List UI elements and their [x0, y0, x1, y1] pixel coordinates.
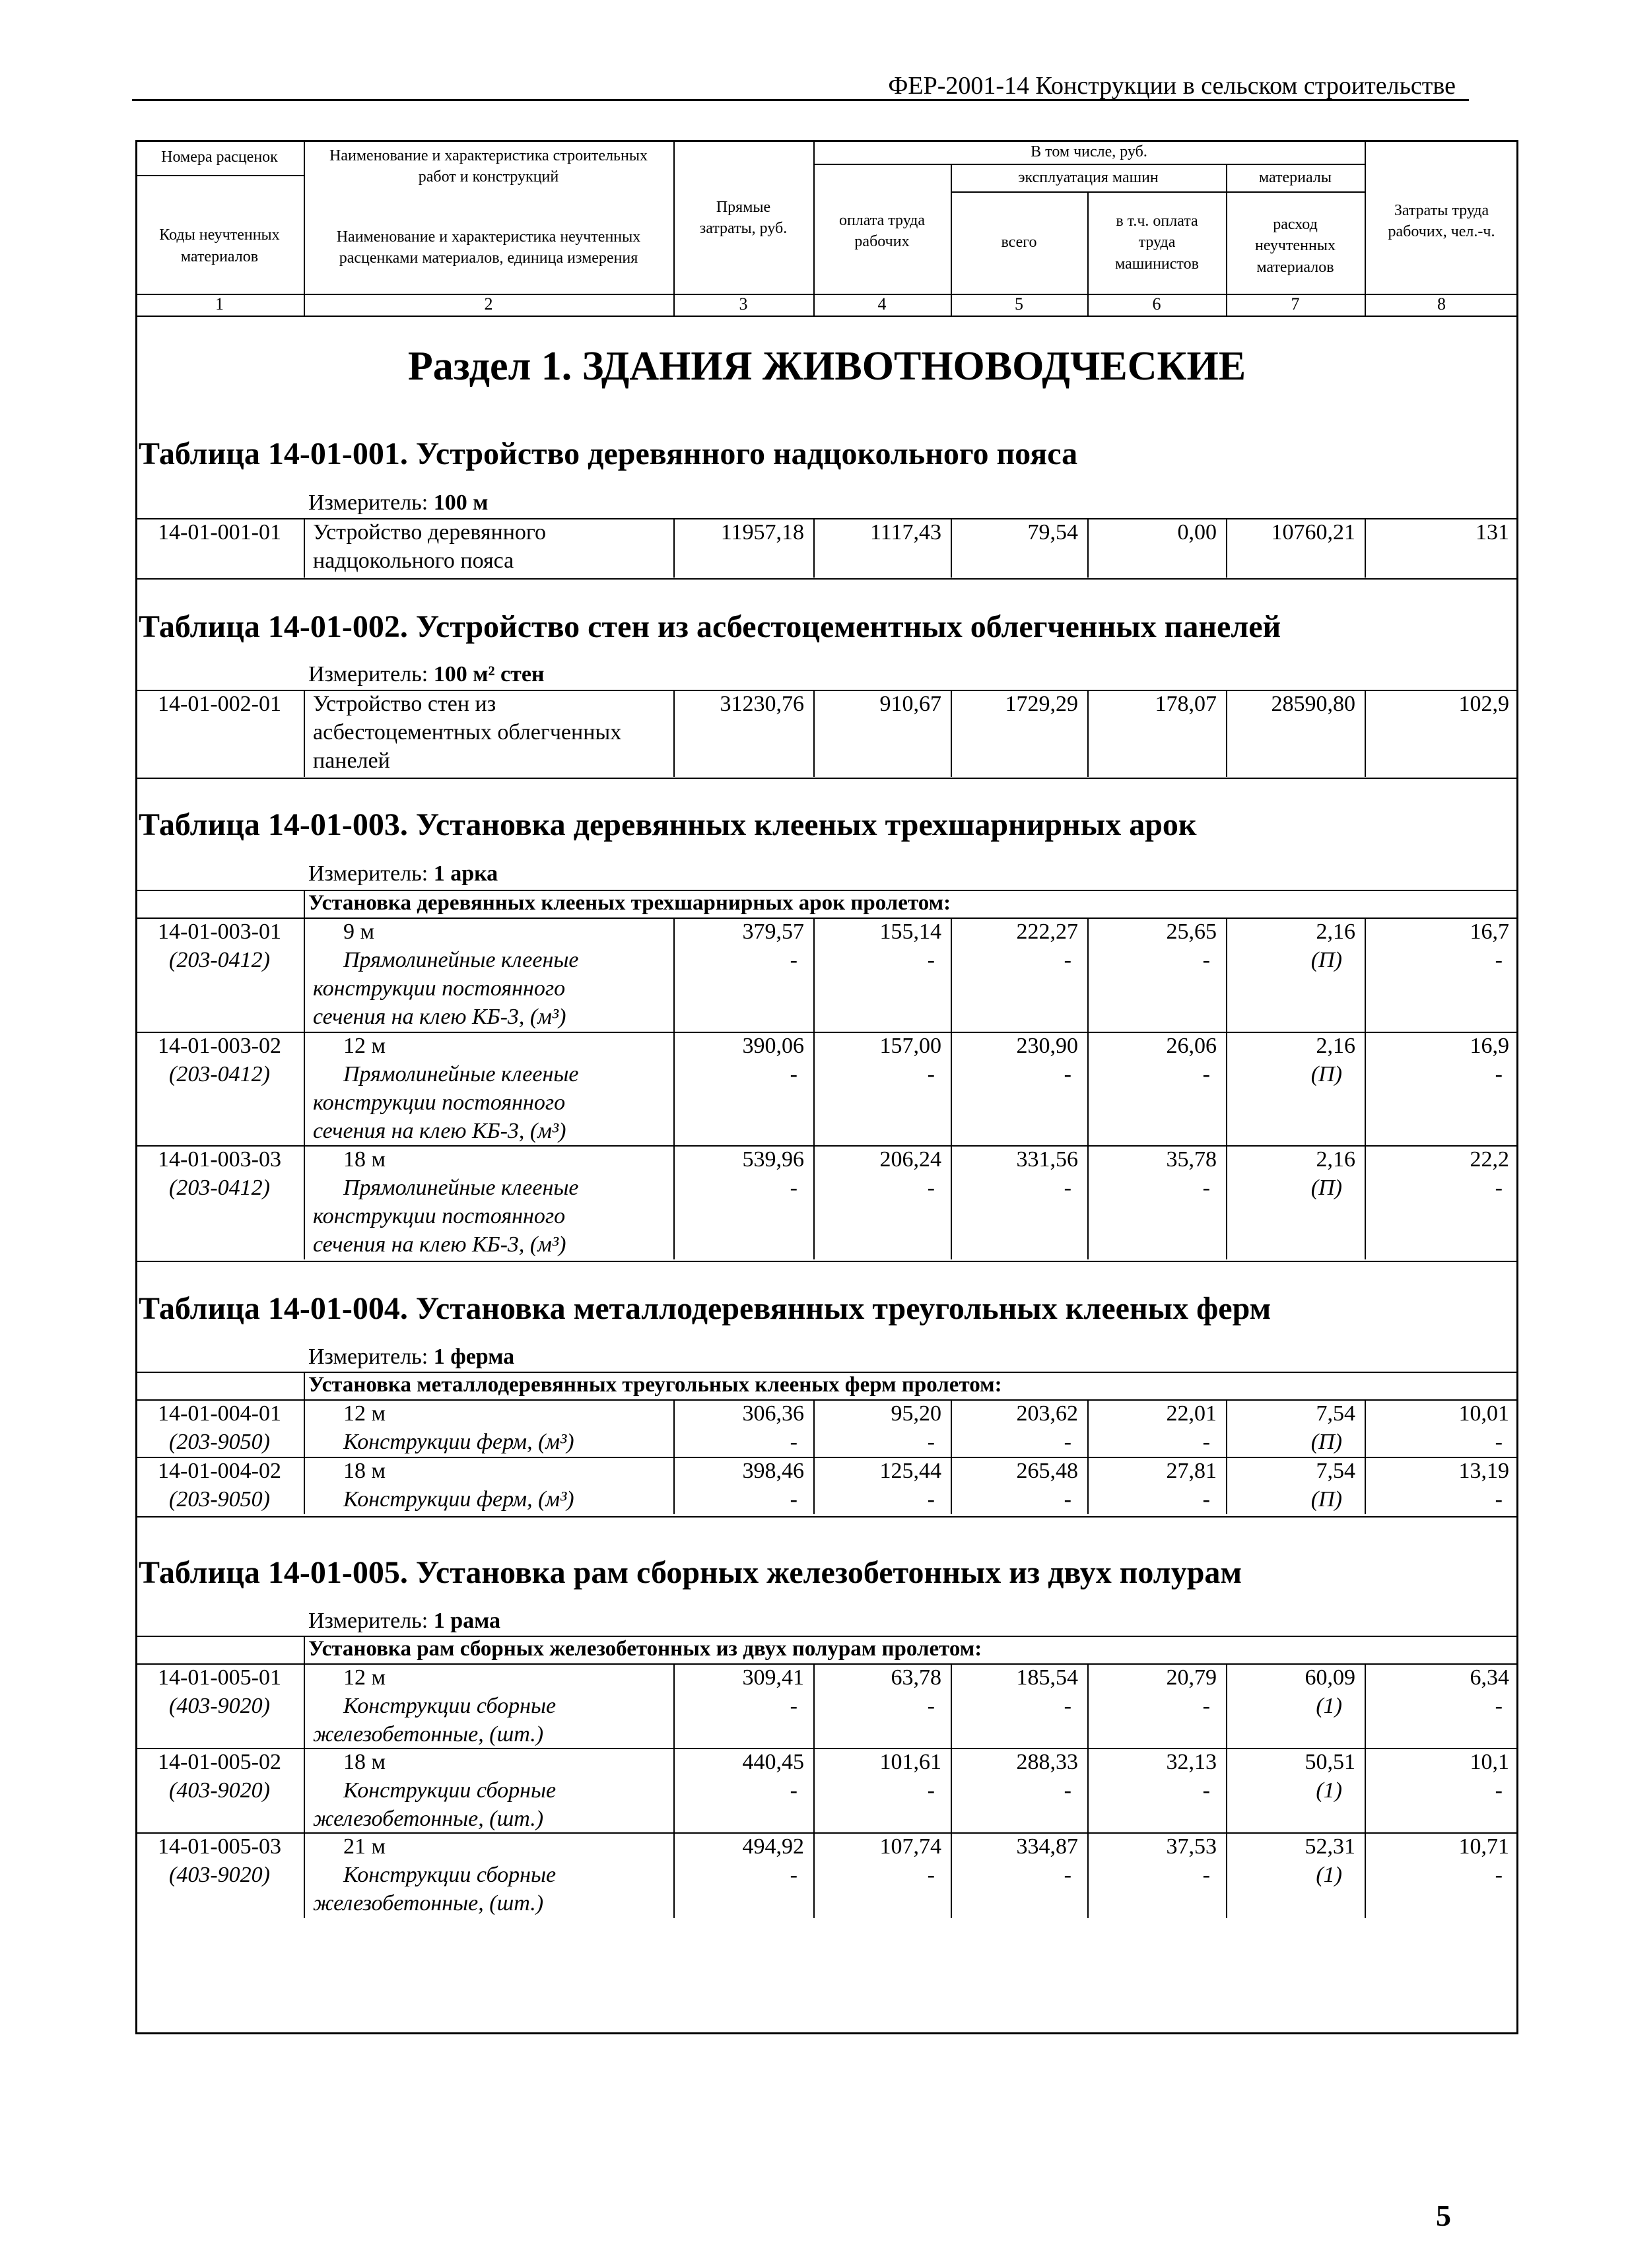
- measure-unit: [308, 490, 488, 516]
- material-unit: (П): [1310, 1062, 1342, 1086]
- labor-hours: 16,9: [1470, 1034, 1509, 1058]
- measure-label: Измеритель:: [308, 662, 428, 686]
- labor-hours: 102,9: [1458, 692, 1509, 716]
- direct-cost: 11957,18: [720, 520, 804, 545]
- dash: -: [1202, 1176, 1210, 1200]
- labor-cost: 155,14: [879, 919, 941, 944]
- col-number: 7: [1291, 294, 1300, 314]
- header-col6: в т.ч. оплата труда машинистов: [1115, 212, 1199, 273]
- measure-value: 1 рама: [433, 1609, 501, 1633]
- rate-code: 14-01-003-03: [158, 1147, 281, 1172]
- column-rule: [304, 890, 305, 917]
- direct-cost: 390,06: [742, 1034, 804, 1058]
- column-rule: [304, 1372, 305, 1399]
- dash: -: [1495, 1176, 1503, 1200]
- material-code: (203-9050): [169, 1487, 270, 1512]
- machines-cost: 185,54: [1016, 1665, 1078, 1690]
- labor-hours: 10,71: [1458, 1834, 1509, 1859]
- span-subheader: Установка рам сборных железобетонных из двух полурам пролетом:: [308, 1637, 982, 1661]
- material-name-line: Конструкции сборные: [343, 1863, 557, 1887]
- header-group: В том числе, руб.: [1031, 143, 1147, 160]
- machines-cost: 288,33: [1016, 1750, 1078, 1774]
- dash: -: [1202, 1863, 1210, 1887]
- direct-cost: 398,46: [742, 1459, 804, 1483]
- header-machines-group: эксплуатация машин: [1018, 168, 1159, 186]
- operators-cost: 37,53: [1166, 1834, 1217, 1859]
- material-name-line: Конструкции ферм, (м³): [343, 1487, 574, 1512]
- header-materials-group: материалы: [1258, 168, 1332, 186]
- dash: -: [1495, 1062, 1503, 1086]
- material-unit: (П): [1310, 1430, 1342, 1454]
- column-rule: [304, 518, 305, 578]
- dash: -: [1064, 1694, 1071, 1718]
- dash: -: [1064, 1863, 1071, 1887]
- material-code: (203-0412): [169, 1176, 270, 1200]
- col-number: 4: [877, 294, 887, 314]
- rate-code: 14-01-003-01: [158, 919, 281, 944]
- material-name-line: Прямолинейные клееные: [343, 948, 579, 972]
- table-rule: [135, 578, 1518, 580]
- dash: -: [1202, 1694, 1210, 1718]
- labor-cost: 206,24: [879, 1147, 941, 1172]
- column-rule: [304, 1663, 305, 1918]
- span-value: 9 м: [343, 919, 375, 944]
- operators-cost: 32,13: [1166, 1750, 1217, 1774]
- material-name-line: Конструкции сборные: [343, 1694, 557, 1718]
- direct-cost: 309,41: [742, 1665, 804, 1690]
- materials-consumption: 7,54: [1316, 1459, 1355, 1483]
- labor-cost: 101,61: [879, 1750, 941, 1774]
- measure-value: 1 ферма: [433, 1345, 515, 1369]
- material-name-line: железобетонные, (шт.): [313, 1807, 544, 1831]
- labor-cost: 1117,43: [870, 520, 941, 545]
- dash: -: [790, 1863, 797, 1887]
- dash: -: [1495, 1778, 1503, 1803]
- labor-cost: 95,20: [891, 1401, 941, 1426]
- header-col1-bottom: Коды неучтенных материалов: [159, 226, 280, 265]
- operators-cost: 0,00: [1177, 520, 1217, 545]
- measure-label: Измеритель:: [308, 1345, 428, 1369]
- col-number: 5: [1015, 294, 1023, 314]
- rate-code: 14-01-002-01: [158, 692, 281, 716]
- dash: -: [790, 1778, 797, 1803]
- material-unit: (П): [1310, 1176, 1342, 1200]
- materials-consumption: 2,16: [1316, 1034, 1355, 1058]
- section-title: Раздел 1. ЗДАНИЯ ЖИВОТНОВОДЧЕСКИЕ: [407, 344, 1246, 389]
- dash: -: [1202, 948, 1210, 972]
- material-code: (403-9020): [169, 1863, 270, 1887]
- column-rule: [304, 1636, 305, 1663]
- material-code: (203-9050): [169, 1430, 270, 1454]
- dash: -: [790, 1176, 797, 1200]
- material-name-line: сечения на клею КБ-3, (м³): [313, 1005, 566, 1029]
- labor-hours: 131: [1475, 520, 1509, 545]
- table-rule: [135, 1261, 1518, 1262]
- material-name-line: конструкции постоянного: [313, 1204, 566, 1228]
- dash: -: [927, 1694, 935, 1718]
- header-col1-top: Номера расценок: [161, 149, 278, 166]
- header-col4: оплата труда рабочих: [838, 211, 926, 250]
- dash: -: [1202, 1062, 1210, 1086]
- machines-cost: 334,87: [1016, 1834, 1078, 1859]
- header-col7: расход неучтенных материалов: [1255, 215, 1336, 276]
- span-value: 12 м: [343, 1665, 386, 1690]
- material-name-line: конструкции постоянного: [313, 976, 566, 1001]
- operators-cost: 35,78: [1166, 1147, 1217, 1172]
- dash: -: [1064, 1430, 1071, 1454]
- span-value: 12 м: [343, 1401, 386, 1426]
- operators-cost: 26,06: [1166, 1034, 1217, 1058]
- table-title: Таблица 14-01-002. Устройство стен из асбестоцементных облегченных панелей: [139, 609, 1281, 644]
- table-title: Таблица 14-01-003. Установка деревянных клееных трехшарнирных арок: [139, 807, 1197, 842]
- dash: -: [790, 1694, 797, 1718]
- measure-unit: [308, 1609, 500, 1634]
- header-rule: [132, 99, 1469, 101]
- dash: -: [1202, 1778, 1210, 1803]
- header-col3: Прямые затраты, руб.: [699, 198, 788, 237]
- column-rule: [304, 690, 305, 777]
- header-col5: всего: [1001, 234, 1037, 251]
- table-rule: [135, 778, 1518, 779]
- material-name-line: железобетонные, (шт.): [313, 1722, 544, 1747]
- materials-consumption: 50,51: [1305, 1750, 1355, 1774]
- material-name-line: Конструкции сборные: [343, 1778, 557, 1803]
- labor-cost: 910,67: [879, 692, 941, 716]
- dash: -: [927, 1430, 935, 1454]
- column-rule: [304, 917, 305, 1259]
- measure-unit: [308, 662, 545, 687]
- labor-cost: 63,78: [891, 1665, 941, 1690]
- dash: -: [790, 1062, 797, 1086]
- labor-hours: 10,1: [1470, 1750, 1509, 1774]
- header-col8: Затраты труда рабочих, чел.-ч.: [1388, 201, 1495, 240]
- rate-code: 14-01-004-02: [158, 1459, 281, 1483]
- labor-hours: 13,19: [1458, 1459, 1509, 1483]
- labor-cost: 157,00: [879, 1034, 941, 1058]
- dash: -: [927, 1062, 935, 1086]
- machines-cost: 331,56: [1016, 1147, 1078, 1172]
- material-name-line: сечения на клею КБ-3, (м³): [313, 1232, 566, 1257]
- col-number: 3: [739, 294, 748, 314]
- measure-label: Измеритель:: [308, 861, 428, 886]
- labor-hours: 10,01: [1458, 1401, 1509, 1426]
- direct-cost: 31230,76: [720, 692, 804, 716]
- measure-unit: [308, 861, 498, 886]
- running-header: ФЕР-2001-14 Конструкции в сельском строительстве: [888, 72, 1456, 100]
- dash: -: [1495, 1430, 1503, 1454]
- operators-cost: 25,65: [1166, 919, 1217, 944]
- dash: -: [1064, 1062, 1071, 1086]
- work-name-line: панелей: [313, 749, 390, 773]
- rate-code: 14-01-004-01: [158, 1401, 281, 1426]
- operators-cost: 20,79: [1166, 1665, 1217, 1690]
- dash: -: [1495, 1863, 1503, 1887]
- span-value: 18 м: [343, 1147, 386, 1172]
- measure-label: Измеритель:: [308, 490, 428, 515]
- dash: -: [790, 1487, 797, 1512]
- direct-cost: 440,45: [742, 1750, 804, 1774]
- dash: -: [790, 1430, 797, 1454]
- materials-consumption: 2,16: [1316, 919, 1355, 944]
- dash: -: [927, 1778, 935, 1803]
- table-title: Таблица 14-01-004. Установка металлодеревянных треугольных клееных ферм: [139, 1291, 1272, 1326]
- span-subheader: Установка металлодеревянных треугольных клееных ферм пролетом:: [308, 1373, 1002, 1397]
- dash: -: [1064, 1778, 1071, 1803]
- span-value: 18 м: [343, 1459, 386, 1483]
- table-title: Таблица 14-01-005. Установка рам сборных железобетонных из двух полурам: [139, 1555, 1242, 1590]
- dash: -: [927, 948, 935, 972]
- rate-code: 14-01-003-02: [158, 1034, 281, 1058]
- labor-hours: 6,34: [1470, 1665, 1509, 1690]
- material-name-line: сечения на клею КБ-3, (м³): [313, 1119, 566, 1143]
- direct-cost: 494,92: [742, 1834, 804, 1859]
- dash: -: [1495, 1487, 1503, 1512]
- dash: -: [927, 1863, 935, 1887]
- header-col2-top: Наименование и характеристика строительных работ и конструкций: [329, 147, 648, 185]
- operators-cost: 22,01: [1166, 1401, 1217, 1426]
- span-value: 18 м: [343, 1750, 386, 1774]
- rate-code: 14-01-005-02: [158, 1750, 281, 1774]
- material-unit: (1): [1316, 1778, 1342, 1803]
- material-code: (403-9020): [169, 1694, 270, 1718]
- material-unit: (П): [1310, 1487, 1342, 1512]
- measure-value: 1 арка: [433, 861, 498, 886]
- measure-value: 100 м² стен: [433, 662, 545, 686]
- dash: -: [927, 1487, 935, 1512]
- dash: -: [1064, 1176, 1071, 1200]
- dash: -: [1202, 1430, 1210, 1454]
- materials-consumption: 10760,21: [1271, 520, 1355, 545]
- material-code: (203-0412): [169, 1062, 270, 1086]
- dash: -: [1064, 1487, 1071, 1512]
- machines-cost: 230,90: [1016, 1034, 1078, 1058]
- materials-consumption: 60,09: [1305, 1665, 1355, 1690]
- materials-consumption: 28590,80: [1271, 692, 1355, 716]
- labor-cost: 125,44: [879, 1459, 941, 1483]
- dash: -: [1495, 948, 1503, 972]
- direct-cost: 306,36: [742, 1401, 804, 1426]
- work-name-line: Устройство стен из: [313, 692, 496, 716]
- operators-cost: 178,07: [1155, 692, 1217, 716]
- page-number: 5: [1436, 2199, 1451, 2232]
- work-name-line: Устройство деревянного: [313, 520, 547, 545]
- labor-hours: 22,2: [1470, 1147, 1509, 1172]
- dash: -: [1202, 1487, 1210, 1512]
- rate-code: 14-01-005-01: [158, 1665, 281, 1690]
- machines-cost: 222,27: [1016, 919, 1078, 944]
- rate-code: 14-01-005-03: [158, 1834, 281, 1859]
- machines-cost: 265,48: [1016, 1459, 1078, 1483]
- table-rule: [135, 1516, 1518, 1518]
- col-number: 2: [484, 294, 493, 314]
- span-value: 21 м: [343, 1834, 386, 1859]
- machines-cost: 79,54: [1027, 520, 1078, 545]
- dash: -: [790, 948, 797, 972]
- span-value: 12 м: [343, 1034, 386, 1058]
- material-name-line: железобетонные, (шт.): [313, 1891, 544, 1916]
- material-unit: (1): [1316, 1694, 1342, 1718]
- material-name-line: Прямолинейные клееные: [343, 1176, 579, 1200]
- dash: -: [927, 1176, 935, 1200]
- dash: -: [1064, 948, 1071, 972]
- rate-code: 14-01-001-01: [158, 520, 281, 545]
- direct-cost: 539,96: [742, 1147, 804, 1172]
- dash: -: [1495, 1694, 1503, 1718]
- span-subheader: Установка деревянных клееных трехшарнирных арок пролетом:: [308, 891, 951, 915]
- measure-label: Измеритель:: [308, 1609, 428, 1633]
- material-unit: (П): [1310, 948, 1342, 972]
- material-name-line: Прямолинейные клееные: [343, 1062, 579, 1086]
- material-name-line: конструкции постоянного: [313, 1090, 566, 1115]
- col-number: 6: [1152, 294, 1161, 314]
- materials-consumption: 7,54: [1316, 1401, 1355, 1426]
- material-name-line: Конструкции ферм, (м³): [343, 1430, 574, 1454]
- machines-cost: 203,62: [1016, 1401, 1078, 1426]
- col-number: 1: [215, 294, 224, 314]
- direct-cost: 379,57: [742, 919, 804, 944]
- material-code: (203-0412): [169, 948, 270, 972]
- material-code: (403-9020): [169, 1778, 270, 1803]
- machines-cost: 1729,29: [1005, 692, 1078, 716]
- operators-cost: 27,81: [1166, 1459, 1217, 1483]
- table-title: Таблица 14-01-001. Устройство деревянного надцокольного пояса: [139, 436, 1078, 471]
- measure-value: 100 м: [433, 490, 489, 515]
- material-unit: (1): [1316, 1863, 1342, 1887]
- work-name-line: надцокольного пояса: [313, 549, 514, 573]
- work-name-line: асбестоцементных облегченных: [313, 720, 622, 745]
- measure-unit: [308, 1345, 514, 1370]
- col-number: 8: [1437, 294, 1446, 314]
- materials-consumption: 2,16: [1316, 1147, 1355, 1172]
- labor-hours: 16,7: [1470, 919, 1509, 944]
- materials-consumption: 52,31: [1305, 1834, 1355, 1859]
- header-col2-bottom: Наименование и характеристика неучтенных расценками материалов, единица измерения: [336, 228, 641, 267]
- labor-cost: 107,74: [879, 1834, 941, 1859]
